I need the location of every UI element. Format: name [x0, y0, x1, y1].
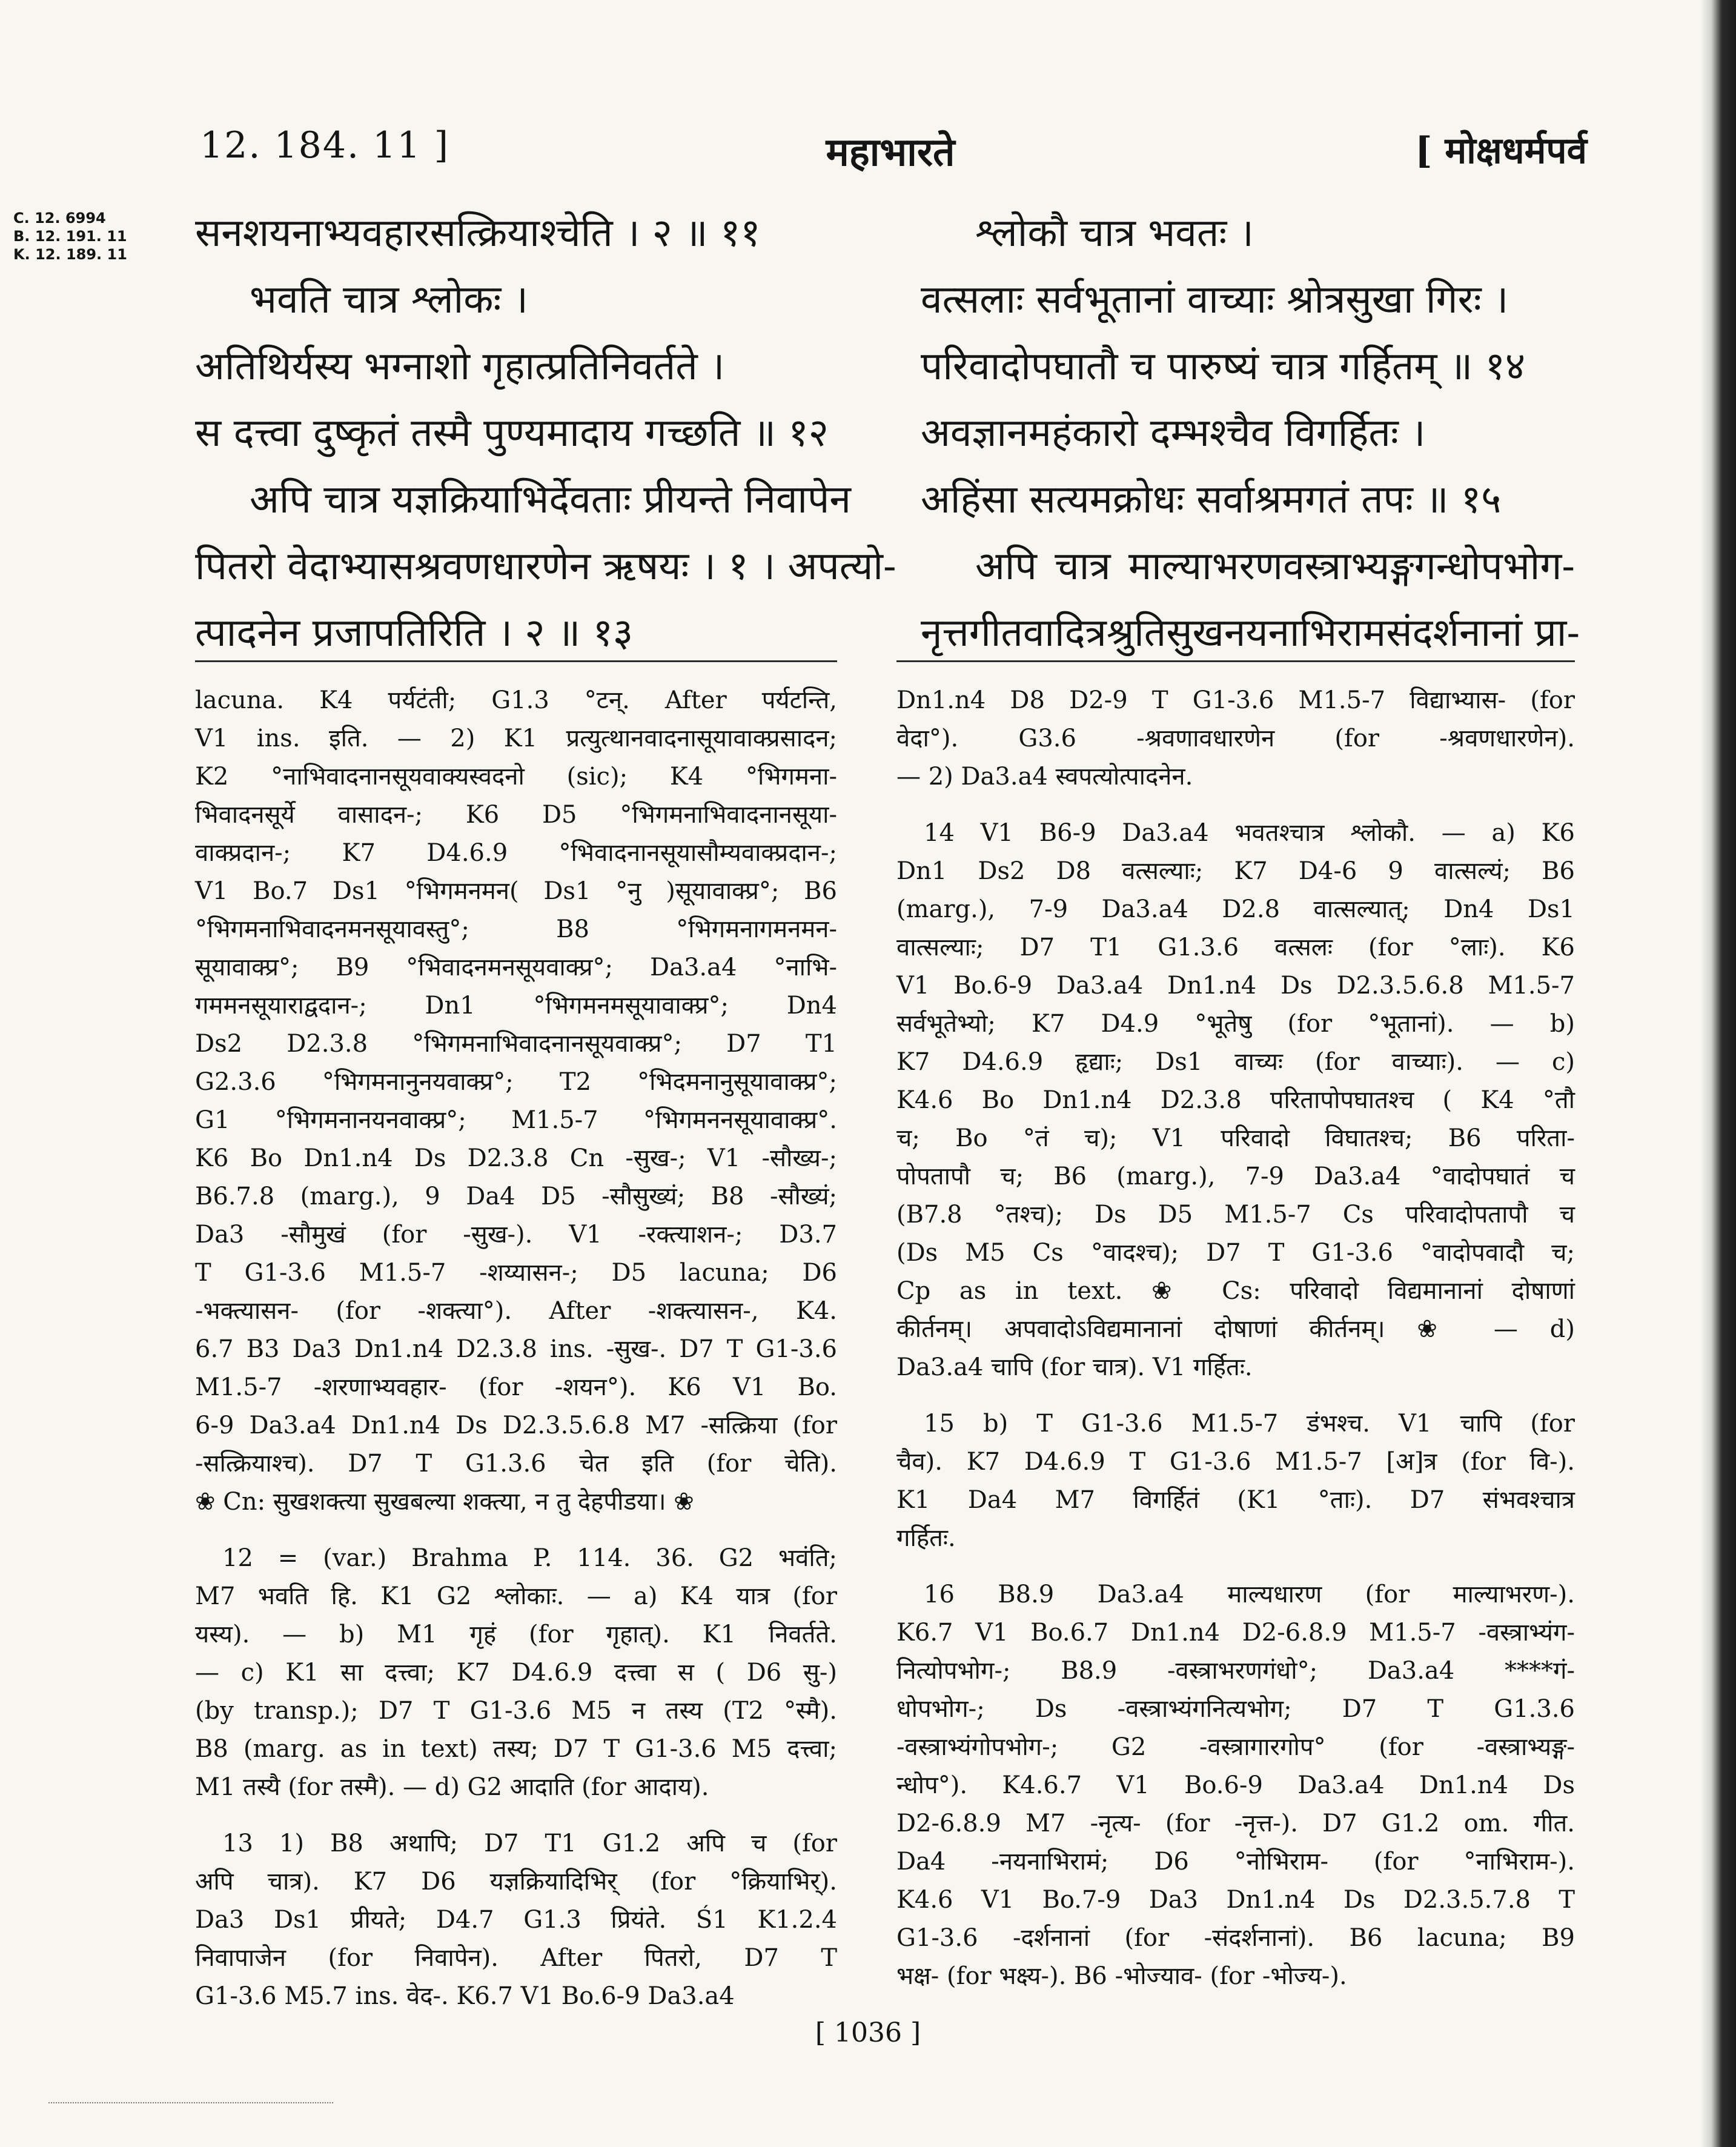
concordance: [13, 209, 127, 264]
apparatus-line: V1 Bo.6-9 Da3.a4 Dn1.n4 Ds D2.3.5.6.8 M1.5-7: [896, 972, 1575, 1000]
apparatus-line: Dn1 Ds2 D8 वत्सल्याः; K7 D4-6 9 वात्सल्यं; B6: [896, 857, 1575, 885]
verse-line: नृत्तगीतवादित्रश्रुतिसुखनयनाभिरामसंदर्शनानां प्रा-: [921, 611, 1580, 655]
apparatus-line: Da3.a4 चापि (for चात्र). V1 गर्हितः.: [896, 1353, 1253, 1381]
apparatus-line: lacuna. K4 पर्यटंती; G1.3 °टन्. After पर्यटन्ति,: [195, 686, 837, 714]
apparatus-line: 15 b) T G1-3.6 M1.5-7 डंभश्च. V1 चापि (for: [924, 1410, 1575, 1438]
verse-line: वत्सलाः सर्वभूतानां वाच्याः श्रोत्रसुखा गिरः ।: [921, 277, 1509, 322]
verse-line: भवति चात्र श्लोकः ।: [250, 277, 528, 322]
apparatus-line: V1 ins. इति. — 2) K1 प्रत्युत्थानवादनासूयावाक्प्रसादन;: [195, 725, 837, 752]
apparatus-line: K4.6 Bo Dn1.n4 D2.3.8 परितापोपघातश्च ( K4 °तौ: [896, 1086, 1575, 1114]
apparatus-line: (by transp.); D7 T G1-3.6 M5 न तस्य (T2 °स्मै).: [195, 1697, 837, 1725]
paragraph-gap: [195, 1521, 837, 1539]
verse-text-left: [195, 200, 896, 666]
apparatus-line: G2.3.6 °भिगमनानुनयवाक्प्र°; T2 °भिदमनानुसूयावाक्प्र°;: [195, 1068, 837, 1096]
apparatus-line: निवापाजेन (for निवापेन). After पितरो, D7 T: [195, 1944, 837, 1972]
apparatus-line: धोपभोग-; Ds -वस्त्राभ्यंगनित्यभोग; D7 T G1.3.6: [896, 1695, 1575, 1723]
apparatus-line: गर्हितः.: [896, 1524, 956, 1552]
verse-text-right: [921, 200, 1580, 666]
apparatus-line: 13 1) B8 अथापि; D7 T1 G1.2 अपि च (for: [222, 1830, 837, 1857]
apparatus-line: च; Bo °तं च); V1 परिवादो विघातश्च; B6 परिता-: [896, 1124, 1575, 1152]
apparatus-line: K6.7 V1 Bo.6.7 Dn1.n4 D2-6.8.9 M1.5-7 -वस्त्राभ्यंग-: [896, 1619, 1575, 1647]
verse-reference: 12. 184. 11 ]: [200, 124, 449, 167]
apparatus-line: M1.5-7 -शरणाभ्यवहार- (for -शयन°). K6 V1 Bo.: [195, 1373, 837, 1401]
apparatus-line: भक्ष- (for भक्ष्य-). B6 -भोज्याव- (for -भोज्य-).: [896, 1962, 1347, 1990]
apparatus-line: -सत्क्रियाश्च). D7 T G1.3.6 चेत इति (for चेति).: [195, 1450, 837, 1478]
apparatus-line: D2-6.8.9 M7 -नृत्य- (for -नृत्त-). D7 G1.2 om. गीत.: [896, 1810, 1575, 1837]
apparatus-line: 6-9 Da3.a4 Dn1.n4 Ds D2.3.5.6.8 M7 -सत्क्रिया (for: [195, 1412, 837, 1439]
apparatus-line: सर्वभूतेभ्यो; K7 D4.9 °भूतेषु (for °भूतानां). — b): [896, 1010, 1575, 1038]
divider-rule: [896, 660, 1575, 662]
paragraph-gap: [896, 1387, 1575, 1405]
apparatus-line: पोपतापौ च; B6 (marg.), 7-9 Da3.a4 °वादोपघातं च: [896, 1163, 1575, 1190]
apparatus-line: — 2) Da3.a4 स्वपत्योत्पादनेन.: [896, 763, 1193, 791]
scan-edge: [1701, 0, 1736, 2147]
apparatus-line: यस्य). — b) M1 गृहं (for गृहात्). K1 निवर्तते.: [195, 1621, 837, 1648]
apparatus-line: B8 (marg. as in text) तस्य; D7 T G1-3.6 M5 दत्त्वा;: [195, 1735, 837, 1763]
verse-line: अतिथिर्यस्य भग्नाशो गृहात्प्रतिनिवर्तते ।: [195, 344, 725, 389]
apparatus-line: चैव). K7 D4.6.9 T G1-3.6 M1.5-7 [अ]त्र (for वि-).: [896, 1448, 1575, 1476]
apparatus-line: G1-3.6 M5.7 ins. वेद-. K6.7 V1 Bo.6-9 Da3.a4: [195, 1982, 735, 2010]
paragraph-gap: [896, 796, 1575, 814]
apparatus-line: V1 Bo.7 Ds1 °भिगमनमन( Ds1 °नु )सूयावाक्प्र°; B6: [195, 877, 837, 905]
concordance-line: B. 12. 191. 11: [13, 228, 127, 245]
page-number: [ 1036 ]: [815, 2017, 921, 2048]
apparatus-line: 14 V1 B6-9 Da3.a4 भवतश्चात्र श्लोकौ. — a) K6: [924, 819, 1575, 847]
apparatus-line: नित्योपभोग-; B8.9 -वस्त्राभरणगंधो°; Da3.a4 ****गं-: [896, 1657, 1575, 1685]
apparatus-line: Da4 -नयनाभिरामं; D6 °नोभिराम- (for °नाभिराम-).: [896, 1848, 1575, 1876]
apparatus-line: 6.7 B3 Da3 Dn1.n4 D2.3.8 ins. -सुख-. D7 T G1-3.6: [195, 1335, 837, 1363]
page-header: [194, 124, 1587, 179]
verse-line: अपि चात्र यज्ञक्रियाभिर्देवताः प्रीयन्ते निवापेन: [250, 477, 851, 522]
apparatus-line: (marg.), 7-9 Da3.a4 D2.8 वात्सल्यात्; Dn4 Ds1: [896, 895, 1575, 923]
apparatus-line: वेदा°). G3.6 -श्रवणावधारणेन (for -श्रवणधारणेन).: [896, 725, 1575, 752]
apparatus-line: (Ds M5 Cs °वादश्च); D7 T G1-3.6 °वादोपवादौ च;: [896, 1239, 1575, 1267]
apparatus-line: ❀ Cn: सुखशक्त्या सुखबल्या शक्त्या, न तु देहपीडया। ❀: [195, 1488, 694, 1516]
verse-line: अपि चात्र माल्याभरणवस्त्राभ्यङ्गगन्धोपभोग-: [975, 544, 1575, 589]
apparatus-line: T G1-3.6 M1.5-7 -शय्यासन-; D5 lacuna; D6: [195, 1259, 837, 1287]
apparatus-line: M7 भवति हि. K1 G2 श्लोकाः. — a) K4 यात्र (for: [195, 1582, 837, 1610]
critical-apparatus-right: [896, 682, 1575, 1996]
apparatus-line: Ds2 D2.3.8 °भिगमनाभिवादनानसूयवाक्प्र°; D7 T1: [195, 1030, 837, 1058]
apparatus-line: Da3 Ds1 प्रीयते; D4.7 G1.3 प्रियंते. Ś1 K1.2.4: [195, 1906, 837, 1934]
apparatus-line: °भिगमनाभिवादनमनसूयावस्तु°; B8 °भिगमनागमनमन-: [195, 915, 837, 943]
paragraph-gap: [195, 1807, 837, 1825]
paragraph-gap: [896, 1558, 1575, 1576]
verse-line: सनशयनाभ्यवहारसत्क्रियाश्चेति । २ ॥ ११: [195, 211, 761, 256]
apparatus-line: Cp as in text. ❀ Cs: परिवादो विद्यमानानां दोषाणां: [896, 1277, 1575, 1305]
apparatus-line: G1-3.6 -दर्शनानां (for -संदर्शनानां). B6 lacuna; B9: [896, 1924, 1575, 1952]
apparatus-line: कीर्तनम्। अपवादोऽविद्यमानानां दोषाणां कीर्तनम्। ❀ — d): [896, 1315, 1575, 1343]
verse-line: परिवादोपघातौ च पारुष्यं चात्र गर्हितम् ॥ १४: [921, 344, 1526, 389]
apparatus-line: — c) K1 सा दत्त्वा; K7 D4.6.9 दत्त्वा स ( D6 सु-): [195, 1659, 837, 1687]
verse-line: त्पादनेन प्रजापतिरिति । २ ॥ १३: [195, 611, 634, 655]
apparatus-line: M1 तस्यै (for तस्मै). — d) G2 आदाति (for आदाय).: [195, 1773, 709, 1801]
scan-artifact: [48, 2102, 333, 2103]
apparatus-line: -वस्त्राभ्यंगोपभोग-; G2 -वस्त्रागारगोप° (for -वस्त्राभ्यङ्ग-: [896, 1733, 1575, 1761]
apparatus-line: अपि चात्र). K7 D6 यज्ञक्रियादिभिर् (for °क्रियाभिर्).: [195, 1868, 837, 1896]
apparatus-line: वात्सल्याः; D7 T1 G1.3.6 वत्सलः (for °लाः). K6: [896, 934, 1575, 961]
apparatus-line: 16 B8.9 Da3.a4 माल्यधारण (for माल्याभरण-).: [924, 1581, 1575, 1608]
apparatus-line: सूयावाक्प्र°; B9 °भिवादनमनसूयवाक्प्र°; Da3.a4 °नाभि-: [195, 954, 837, 981]
verse-line: अवज्ञानमहंकारो दम्भश्चैव विगर्हितः ।: [921, 411, 1426, 456]
apparatus-line: (B7.8 °तश्च); Ds D5 M1.5-7 Cs परिवादोपतापौ च: [896, 1201, 1575, 1229]
verse-line: स दत्त्वा दुष्कृतं तस्मै पुण्यमादाय गच्छति ॥ १२: [195, 411, 829, 456]
apparatus-line: K1 Da4 M7 विगर्हितं (K1 °ताः). D7 संभवश्चात्र: [896, 1486, 1575, 1514]
verse-line: श्लोकौ चात्र भवतः ।: [975, 211, 1254, 256]
apparatus-line: K6 Bo Dn1.n4 Ds D2.3.8 Cn -सुख-; V1 -सौख्य-;: [195, 1144, 837, 1172]
apparatus-line: G1 °भिगमनानयनवाक्प्र°; M1.5-7 °भिगमननसूयावाक्प्र°.: [195, 1106, 837, 1134]
verse-line: पितरो वेदाभ्यासश्रवणधारणेन ऋषयः । १ । अपत्यो-: [195, 544, 896, 589]
divider-rule: [195, 660, 837, 662]
verse-line: अहिंसा सत्यमक्रोधः सर्वाश्रमगतं तपः ॥ १५: [921, 477, 1502, 522]
apparatus-line: B6.7.8 (marg.), 9 Da4 D5 -सौसुख्यं; B8 -सौख्यं;: [195, 1183, 837, 1210]
apparatus-line: K7 D4.6.9 हृद्याः; Ds1 वाच्यः (for वाच्याः). — c): [896, 1048, 1575, 1076]
page-title: महाभारते: [826, 130, 955, 175]
concordance-line: C. 12. 6994: [13, 210, 106, 227]
apparatus-line: 12 = (var.) Brahma P. 114. 36. G2 भवंति;: [222, 1544, 837, 1572]
apparatus-line: न्धोप°). K4.6.7 V1 Bo.6-9 Da3.a4 Dn1.n4 Ds: [896, 1771, 1575, 1799]
apparatus-line: K2 °नाभिवादनानसूयवाक्यस्वदनो (sic); K4 °भिगमना-: [195, 763, 837, 791]
apparatus-line: K4.6 V1 Bo.7-9 Da3 Dn1.n4 Ds D2.3.5.7.8 T: [896, 1886, 1575, 1914]
section-title: [ मोक्षधर्मपर्व: [1415, 130, 1587, 172]
apparatus-line: भिवादनसूर्ये वासादन-; K6 D5 °भिगमनाभिवादनानसूया-: [195, 801, 837, 829]
apparatus-line: Dn1.n4 D8 D2-9 T G1-3.6 M1.5-7 विद्याभ्यास- (for: [896, 686, 1575, 714]
apparatus-line: -भक्त्यासन- (for -शक्त्या°). After -शक्त्यासन-, K4.: [195, 1297, 837, 1325]
apparatus-line: गममनसूयाराद्वदान-; Dn1 °भिगमनमसूयावाक्प्र°; Dn4: [195, 992, 837, 1020]
apparatus-line: वाक्प्रदान-; K7 D4.6.9 °भिवादनानसूयासौम्यवाक्प्रदान-;: [195, 839, 837, 867]
critical-apparatus-left: [195, 682, 837, 2016]
apparatus-line: Da3 -सौमुखं (for -सुख-). V1 -रक्त्याशन-; D3.7: [195, 1221, 837, 1249]
concordance-line: K. 12. 189. 11: [13, 246, 127, 263]
